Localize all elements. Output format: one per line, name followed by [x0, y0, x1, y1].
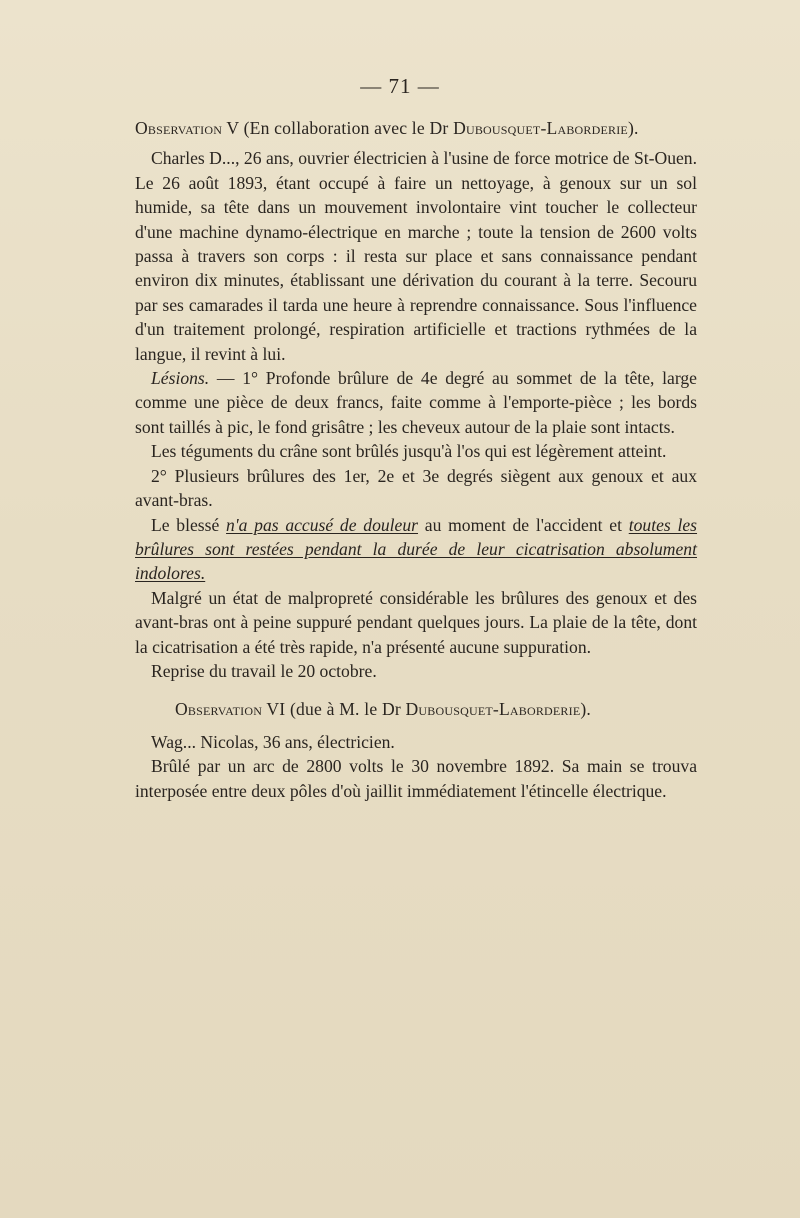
- paragraph-burns-limbs: 2° Plusieurs brûlures des 1er, 2e et 3e degrés siègent aux genoux et aux avant-bras.: [135, 465, 697, 511]
- doctor-name: Dubousquet-Laborderie: [453, 118, 628, 138]
- doctor-name: Dubousquet-Laborderie: [405, 699, 581, 720]
- observation-label: Observation: [135, 118, 223, 138]
- no-pain-emphasis-1: n'a pas accusé de douleur: [226, 514, 419, 535]
- heading-close: ).: [627, 118, 639, 138]
- paragraph-case-history: Charles D..., 26 ans, ouvrier électricien à l'usine de force motrice de St-Ouen. Le 26 août 1893, étant occupé à faire un nettoyage, à genoux sur un sol humide, sa tête dans un mouvement involontaire vint toucher le collecteur d'une machine dynamo-électrique en marche ; toute la tension de 2600 volts passa à travers son corps : il resta sur place et sans connaissance pendant environ dix minutes, établissant une dérivation du courant à la terre. Secouru par ses camarades il tarda une heure à reprendre connaissance. Sous l'influence d'un traitement prolongé, respiration artificielle et tractions rythmées de la langue, il revint à lui.: [135, 148, 697, 364]
- observation-5-heading: [135, 116, 697, 140]
- paragraph-no-pain: [135, 513, 697, 586]
- paragraph-teguments: Les téguments du crâne sont brûlés jusqu'à l'os qui est légèrement atteint.: [151, 441, 667, 462]
- due-text: (due à M. le Dr: [289, 699, 401, 720]
- no-pain-start: Le blessé: [151, 514, 220, 535]
- page-number: — 71 —: [360, 74, 440, 98]
- paragraph-return-to-work: Reprise du travail le 20 octobre.: [151, 660, 377, 681]
- paragraph-suppuration: Malgré un état de malpropreté considérable les brûlures des genoux et des avant-bras ont à peine suppuré pendant quelques jours. La plaie de la tête, dont la cicatrisation a été très rapide, n'a présenté aucune suppuration.: [135, 587, 697, 657]
- paragraph-arc-burn: Brûlé par un arc de 2800 volts le 30 novembre 1892. Sa main se trouva interposée entre deux pôles d'où jaillit immédiatement l'étincelle électrique.: [135, 756, 697, 801]
- lesions-text: — 1° Profonde brûlure de 4e degré au sommet de la tête, large comme une pièce de deux francs, faite comme à l'emporte-pièce ; les bords sont taillés à pic, le fond grisâtre ; les cheveux autour de la plaie sont intacts.: [135, 368, 697, 437]
- no-pain-middle: au moment de l'accident et: [424, 514, 622, 535]
- observation-6-heading: [135, 697, 697, 721]
- collaboration-text: (En collaboration avec le Dr: [243, 118, 449, 138]
- lesions-label: Lésions.: [151, 368, 210, 389]
- no-pain-emphasis-2: toutes les brûlures sont restées pendant la durée de leur cicatrisation absolument indolores.: [135, 514, 698, 584]
- paragraph-patient: Wag... Nicolas, 36 ans, électricien.: [151, 731, 395, 752]
- paragraph-lesions: [135, 366, 697, 439]
- heading-close: ).: [580, 699, 592, 720]
- observation-label: Observation: [175, 699, 263, 720]
- page-body: [135, 116, 697, 803]
- observation-number: V: [226, 118, 239, 138]
- observation-number: VI: [266, 699, 286, 720]
